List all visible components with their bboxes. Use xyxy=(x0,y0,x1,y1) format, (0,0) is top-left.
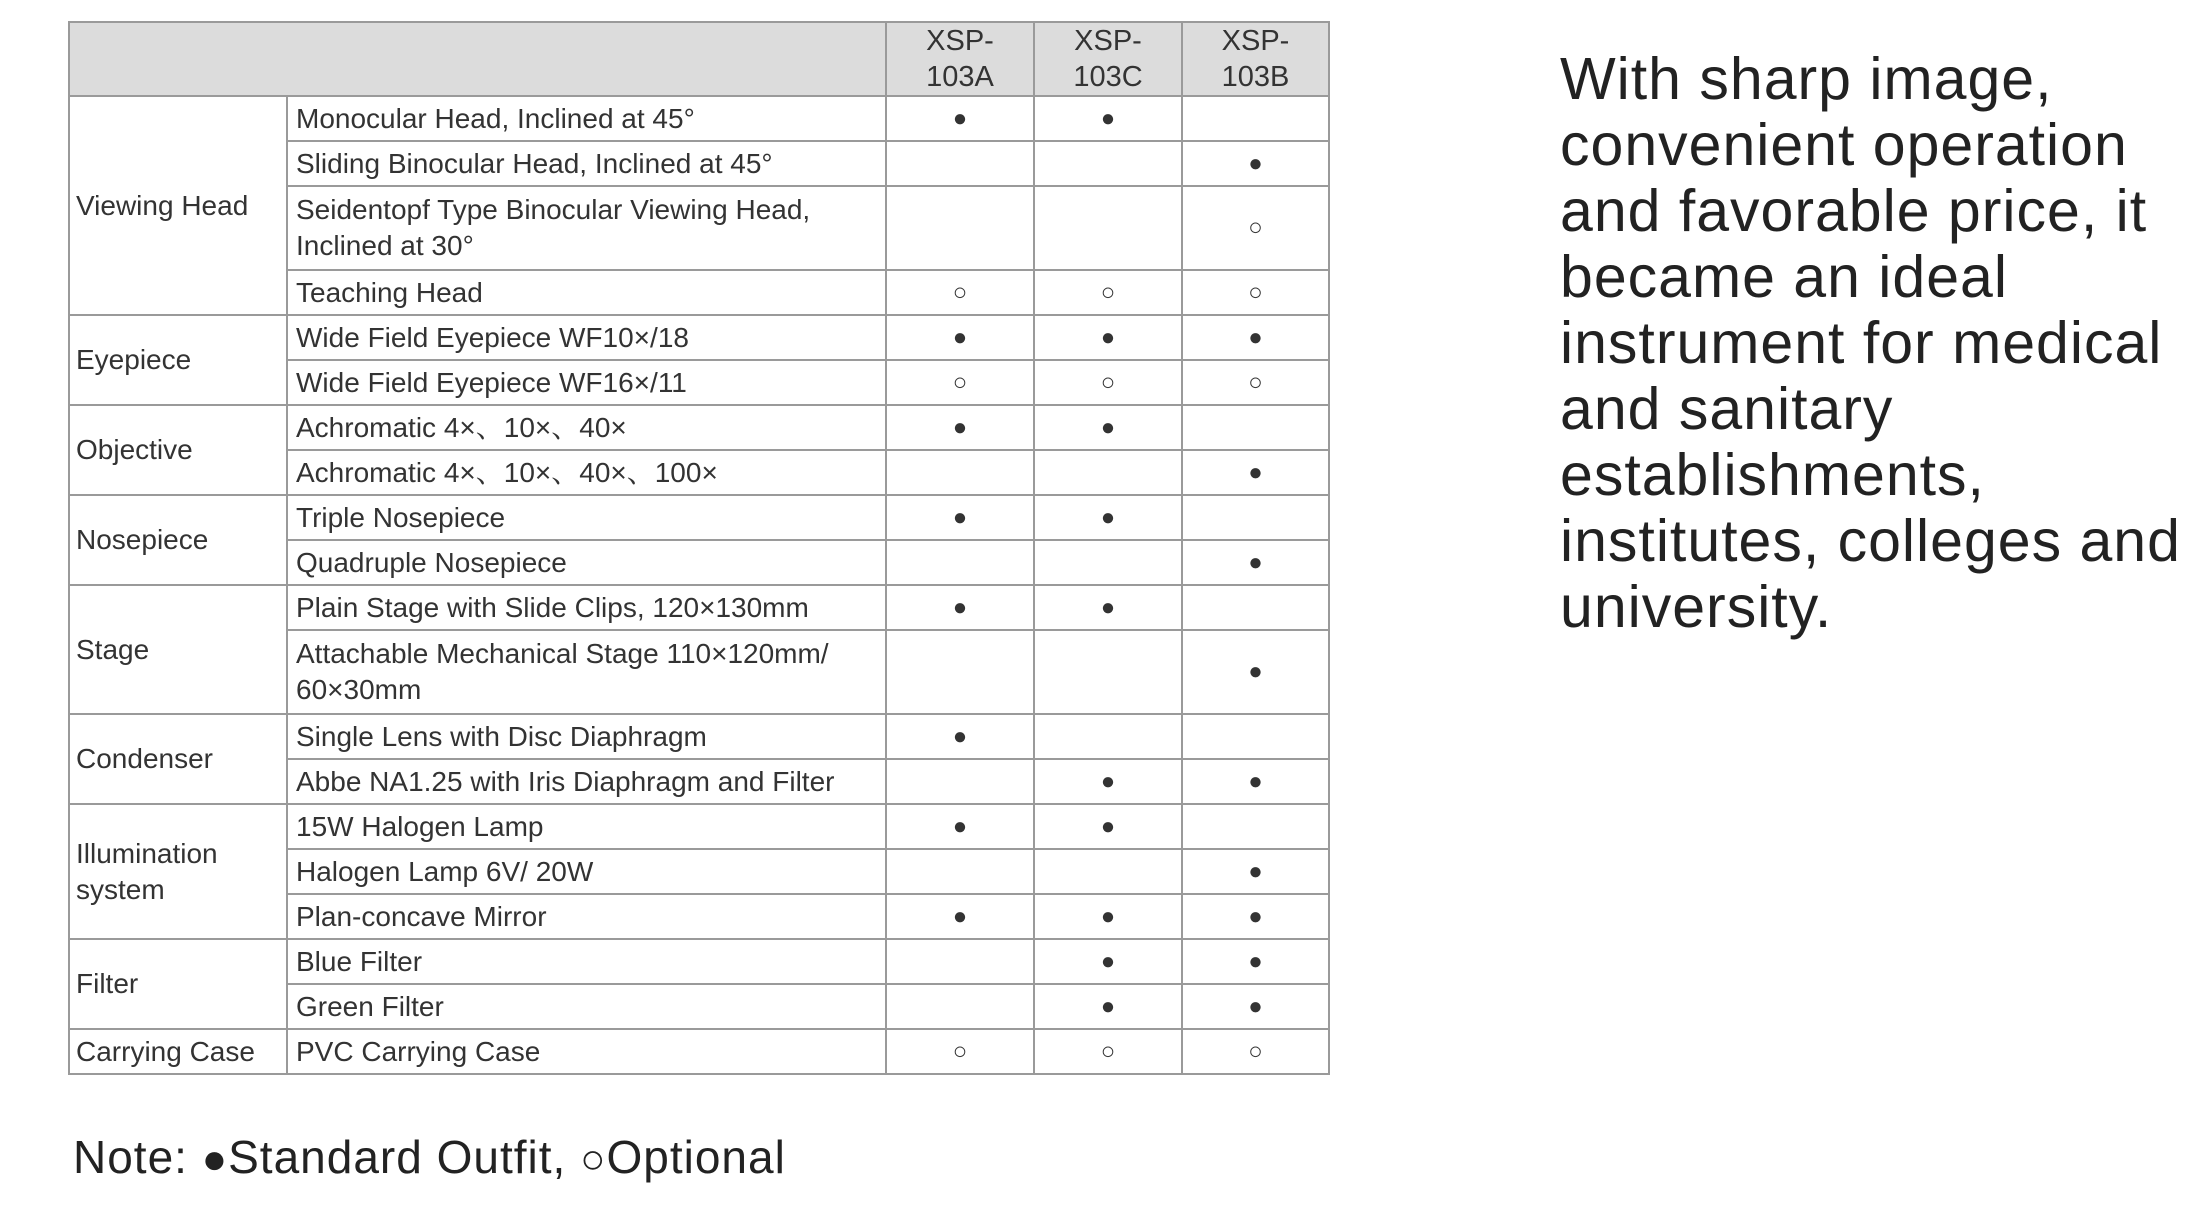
mark-cell-xsp-103c xyxy=(1034,186,1182,270)
category-cell: Eyepiece xyxy=(69,315,287,405)
item-cell: Plan-concave Mirror xyxy=(287,894,886,939)
mark-cell-xsp-103b: ○ xyxy=(1182,360,1329,405)
header-blank-cell xyxy=(69,22,886,96)
mark-cell-xsp-103b xyxy=(1182,804,1329,849)
mark-cell-xsp-103a xyxy=(886,984,1034,1029)
optional-label: Optional xyxy=(606,1131,786,1183)
mark-cell-xsp-103b: ○ xyxy=(1182,186,1329,270)
optional-symbol: ○ xyxy=(580,1135,607,1182)
mark-cell-xsp-103a xyxy=(886,186,1034,270)
item-cell: Triple Nosepiece xyxy=(287,495,886,540)
standard-label: Standard Outfit, xyxy=(228,1131,581,1183)
legend-note xyxy=(73,1130,786,1184)
item-cell: Green Filter xyxy=(287,984,886,1029)
item-cell: Monocular Head, Inclined at 45° xyxy=(287,96,886,141)
item-cell: Attachable Mechanical Stage 110×120mm/ 60×30mm xyxy=(287,630,886,714)
mark-cell-xsp-103a: ● xyxy=(886,804,1034,849)
category-cell: Condenser xyxy=(69,714,287,804)
item-cell: Teaching Head xyxy=(287,270,886,315)
mark-cell-xsp-103b xyxy=(1182,96,1329,141)
table-row xyxy=(69,804,1329,849)
mark-cell-xsp-103b: ○ xyxy=(1182,1029,1329,1074)
mark-cell-xsp-103c: ● xyxy=(1034,315,1182,360)
table-row xyxy=(69,405,1329,450)
mark-cell-xsp-103a: ● xyxy=(886,315,1034,360)
mark-cell-xsp-103b: ● xyxy=(1182,984,1329,1029)
mark-cell-xsp-103a xyxy=(886,540,1034,585)
mark-cell-xsp-103c: ● xyxy=(1034,804,1182,849)
mark-cell-xsp-103a: ● xyxy=(886,894,1034,939)
mark-cell-xsp-103b: ○ xyxy=(1182,270,1329,315)
category-cell: Stage xyxy=(69,585,287,714)
table-body xyxy=(69,96,1329,1074)
item-cell: Wide Field Eyepiece WF10×/18 xyxy=(287,315,886,360)
specification-table xyxy=(68,21,1330,1075)
mark-cell-xsp-103b xyxy=(1182,495,1329,540)
mark-cell-xsp-103b: ● xyxy=(1182,894,1329,939)
mark-cell-xsp-103b: ● xyxy=(1182,540,1329,585)
mark-cell-xsp-103c xyxy=(1034,849,1182,894)
mark-cell-xsp-103c: ○ xyxy=(1034,360,1182,405)
category-cell: Nosepiece xyxy=(69,495,287,585)
category-cell: Objective xyxy=(69,405,287,495)
item-cell: Achromatic 4×、10×、40×、100× xyxy=(287,450,886,495)
mark-cell-xsp-103a: ○ xyxy=(886,1029,1034,1074)
mark-cell-xsp-103c: ○ xyxy=(1034,1029,1182,1074)
mark-cell-xsp-103a xyxy=(886,450,1034,495)
mark-cell-xsp-103a: ● xyxy=(886,405,1034,450)
item-cell: Halogen Lamp 6V/ 20W xyxy=(287,849,886,894)
product-description: With sharp image, convenient operation and favorable price, it became an ideal instrument for medical and sanitary establishments, institutes, colleges and university. xyxy=(1560,46,2181,640)
item-cell: Quadruple Nosepiece xyxy=(287,540,886,585)
table-header-row xyxy=(69,22,1329,96)
item-cell: Blue Filter xyxy=(287,939,886,984)
mark-cell-xsp-103b: ● xyxy=(1182,939,1329,984)
mark-cell-xsp-103b: ● xyxy=(1182,450,1329,495)
mark-cell-xsp-103a xyxy=(886,939,1034,984)
item-cell: Plain Stage with Slide Clips, 120×130mm xyxy=(287,585,886,630)
standard-symbol: ● xyxy=(201,1135,229,1182)
table-row xyxy=(69,495,1329,540)
note-prefix: Note: xyxy=(73,1131,202,1183)
mark-cell-xsp-103a: ● xyxy=(886,495,1034,540)
category-cell: Filter xyxy=(69,939,287,1029)
item-cell: 15W Halogen Lamp xyxy=(287,804,886,849)
table-row xyxy=(69,315,1329,360)
mark-cell-xsp-103b: ● xyxy=(1182,141,1329,186)
mark-cell-xsp-103c xyxy=(1034,714,1182,759)
item-cell: Achromatic 4×、10×、40× xyxy=(287,405,886,450)
mark-cell-xsp-103a xyxy=(886,141,1034,186)
category-cell: Viewing Head xyxy=(69,96,287,315)
item-cell: Wide Field Eyepiece WF16×/11 xyxy=(287,360,886,405)
mark-cell-xsp-103a xyxy=(886,849,1034,894)
item-cell: Seidentopf Type Binocular Viewing Head, Inclined at 30° xyxy=(287,186,886,270)
mark-cell-xsp-103c xyxy=(1034,141,1182,186)
column-header-xsp-103a: XSP-103A xyxy=(886,22,1034,96)
mark-cell-xsp-103b: ● xyxy=(1182,759,1329,804)
mark-cell-xsp-103b: ● xyxy=(1182,849,1329,894)
mark-cell-xsp-103b xyxy=(1182,714,1329,759)
mark-cell-xsp-103c: ● xyxy=(1034,495,1182,540)
category-cell: Carrying Case xyxy=(69,1029,287,1074)
item-cell: Single Lens with Disc Diaphragm xyxy=(287,714,886,759)
mark-cell-xsp-103c: ● xyxy=(1034,939,1182,984)
mark-cell-xsp-103c: ● xyxy=(1034,96,1182,141)
table-row xyxy=(69,585,1329,630)
mark-cell-xsp-103a xyxy=(886,630,1034,714)
mark-cell-xsp-103b: ● xyxy=(1182,630,1329,714)
mark-cell-xsp-103b xyxy=(1182,585,1329,630)
mark-cell-xsp-103a: ● xyxy=(886,585,1034,630)
mark-cell-xsp-103c: ○ xyxy=(1034,270,1182,315)
column-header-xsp-103c: XSP-103C xyxy=(1034,22,1182,96)
mark-cell-xsp-103b xyxy=(1182,405,1329,450)
table-row xyxy=(69,939,1329,984)
table-row xyxy=(69,96,1329,141)
category-cell: Illumination system xyxy=(69,804,287,939)
mark-cell-xsp-103a: ● xyxy=(886,96,1034,141)
mark-cell-xsp-103c xyxy=(1034,630,1182,714)
item-cell: Sliding Binocular Head, Inclined at 45° xyxy=(287,141,886,186)
mark-cell-xsp-103b: ● xyxy=(1182,315,1329,360)
mark-cell-xsp-103c: ● xyxy=(1034,984,1182,1029)
mark-cell-xsp-103a xyxy=(886,759,1034,804)
mark-cell-xsp-103a: ● xyxy=(886,714,1034,759)
mark-cell-xsp-103c: ● xyxy=(1034,585,1182,630)
column-header-xsp-103b: XSP-103B xyxy=(1182,22,1329,96)
mark-cell-xsp-103c: ● xyxy=(1034,759,1182,804)
mark-cell-xsp-103c xyxy=(1034,450,1182,495)
item-cell: PVC Carrying Case xyxy=(287,1029,886,1074)
mark-cell-xsp-103c: ● xyxy=(1034,405,1182,450)
table-row xyxy=(69,714,1329,759)
item-cell: Abbe NA1.25 with Iris Diaphragm and Filter xyxy=(287,759,886,804)
mark-cell-xsp-103c xyxy=(1034,540,1182,585)
mark-cell-xsp-103c: ● xyxy=(1034,894,1182,939)
mark-cell-xsp-103a: ○ xyxy=(886,270,1034,315)
mark-cell-xsp-103a: ○ xyxy=(886,360,1034,405)
table-row xyxy=(69,1029,1329,1074)
